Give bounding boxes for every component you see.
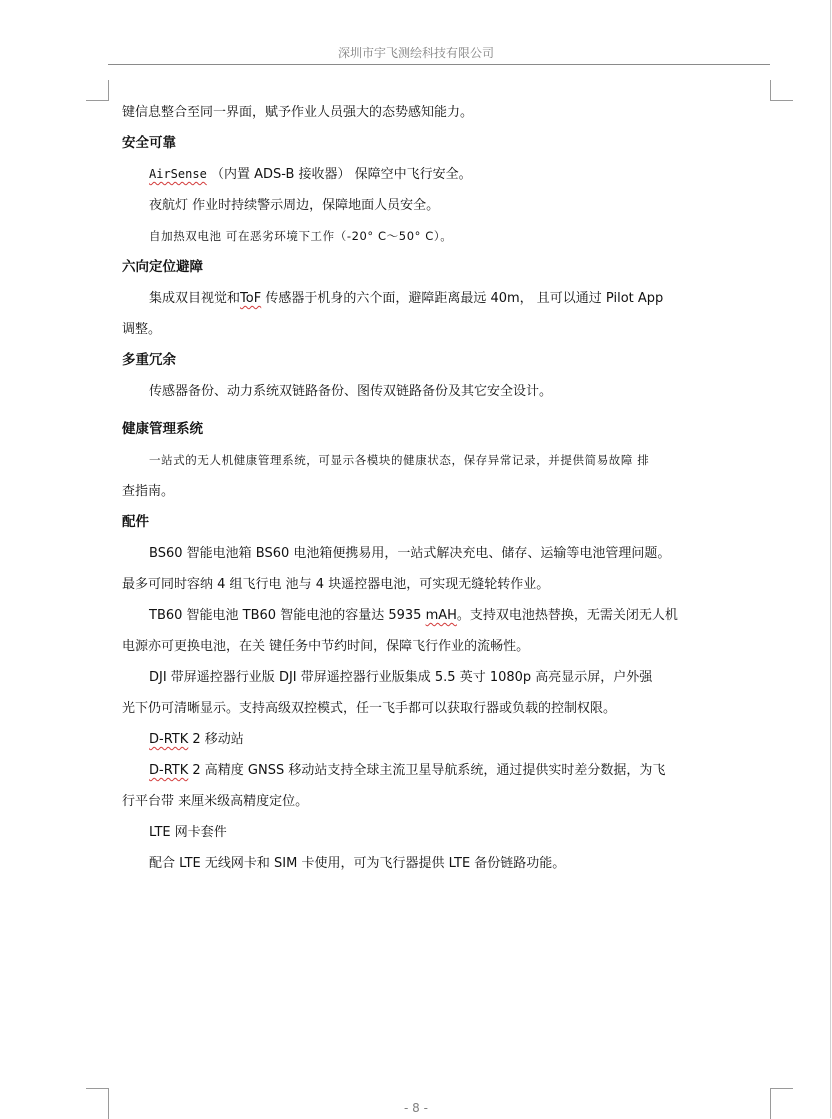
night-light-paragraph: 夜航灯 作业时持续警示周边，保障地面人员安全。 [149, 198, 440, 213]
obstacle-paragraph-line1 [122, 283, 712, 314]
drtk-paragraph-line2: 行平台带 来厘米级高精度定位。 [122, 794, 309, 809]
bs60-paragraph-line1: BS60 智能电池箱 BS60 电池箱便携易用，一站式解决充电、储存、运输等电池管理问题。 [149, 546, 671, 561]
drtk-paragraph-line1 [122, 755, 712, 786]
tb60-paragraph-line2: 电源亦可更换电池，在关 键任务中节约时间，保障飞行作业的流畅性。 [122, 639, 530, 654]
redundancy-heading: 多重冗余 [122, 352, 176, 368]
header-divider [108, 64, 770, 65]
redundancy-paragraph: 传感器备份、动力系统双链路备份、图传双链路备份及其它安全设计。 [149, 384, 553, 399]
lte-paragraph: 配合 LTE 无线网卡和 SIM 卡使用，可为飞行器提供 LTE 备份链路功能。 [149, 856, 566, 871]
obstacle-paragraph-line2: 调整。 [122, 322, 162, 337]
body-content [122, 97, 712, 879]
dji-paragraph-line1: DJI 带屏遥控器行业版 DJI 带屏遥控器行业版集成 5.5 英寸 1080p 高亮显示屏，户外强 [149, 670, 653, 685]
intro-tail-paragraph: 键信息整合至同一界面，赋予作业人员强大的态势感知能力。 [122, 105, 474, 120]
drtk-text: 2 高精度 GNSS 移动站支持全球主流卫星导航系统，通过提供实时差分数据，为飞 [188, 763, 666, 778]
drtk-subheading [122, 724, 712, 755]
airsense-text: （内置 ADS-B 接收器） 保障空中飞行安全。 [210, 167, 472, 182]
margin-mark-top-left [86, 80, 109, 101]
tb60-text-a: TB60 智能电池 TB60 智能电池的容量达 5935 [149, 608, 426, 623]
page-number: - 8 - [404, 1101, 428, 1115]
accessories-heading: 配件 [122, 514, 149, 530]
obstacle-text-b: 传感器于机身的六个面，避障距离最远 40m， 且可以通过 Pilot App [261, 291, 664, 306]
margin-mark-top-right [770, 80, 793, 101]
tb60-paragraph-line1 [122, 600, 712, 631]
mah-term: mAH [425, 608, 457, 623]
tb60-text-b: 。支持双电池热替换，无需关闭无人机 [456, 608, 678, 623]
airsense-paragraph [122, 159, 712, 190]
airsense-term: AirSense [149, 167, 207, 181]
safety-heading: 安全可靠 [122, 135, 176, 151]
obstacle-heading: 六向定位避障 [122, 259, 203, 275]
drtk-term: D-RTK [149, 732, 189, 747]
battery-paragraph: 自加热双电池 可在恶劣环境下工作（-20° C～50° C）。 [149, 229, 453, 243]
header-company-name: 深圳市宇飞测绘科技有限公司 [337, 46, 494, 60]
dji-paragraph-line2: 光下仍可清晰显示。支持高级双控模式，任一飞手都可以获取行器或负载的控制权限。 [122, 701, 617, 716]
health-paragraph-line1: 一站式的无人机健康管理系统，可显示各模块的健康状态，保存异常记录，并提供简易故障 排 [149, 453, 650, 467]
tof-term: ToF [240, 291, 262, 306]
health-paragraph-line2: 查指南。 [122, 484, 175, 499]
page-edge [830, 0, 831, 1118]
health-heading: 健康管理系统 [122, 421, 203, 437]
drtk-subheading-text: 2 移动站 [188, 732, 244, 747]
bs60-paragraph-line2: 最多可同时容纳 4 组飞行电 池与 4 块遥控器电池，可实现无缝轮转作业。 [122, 577, 550, 592]
lte-subheading: LTE 网卡套件 [149, 825, 227, 840]
obstacle-text-a: 集成双目视觉和 [149, 291, 241, 306]
drtk-term-2: D-RTK [149, 763, 189, 778]
